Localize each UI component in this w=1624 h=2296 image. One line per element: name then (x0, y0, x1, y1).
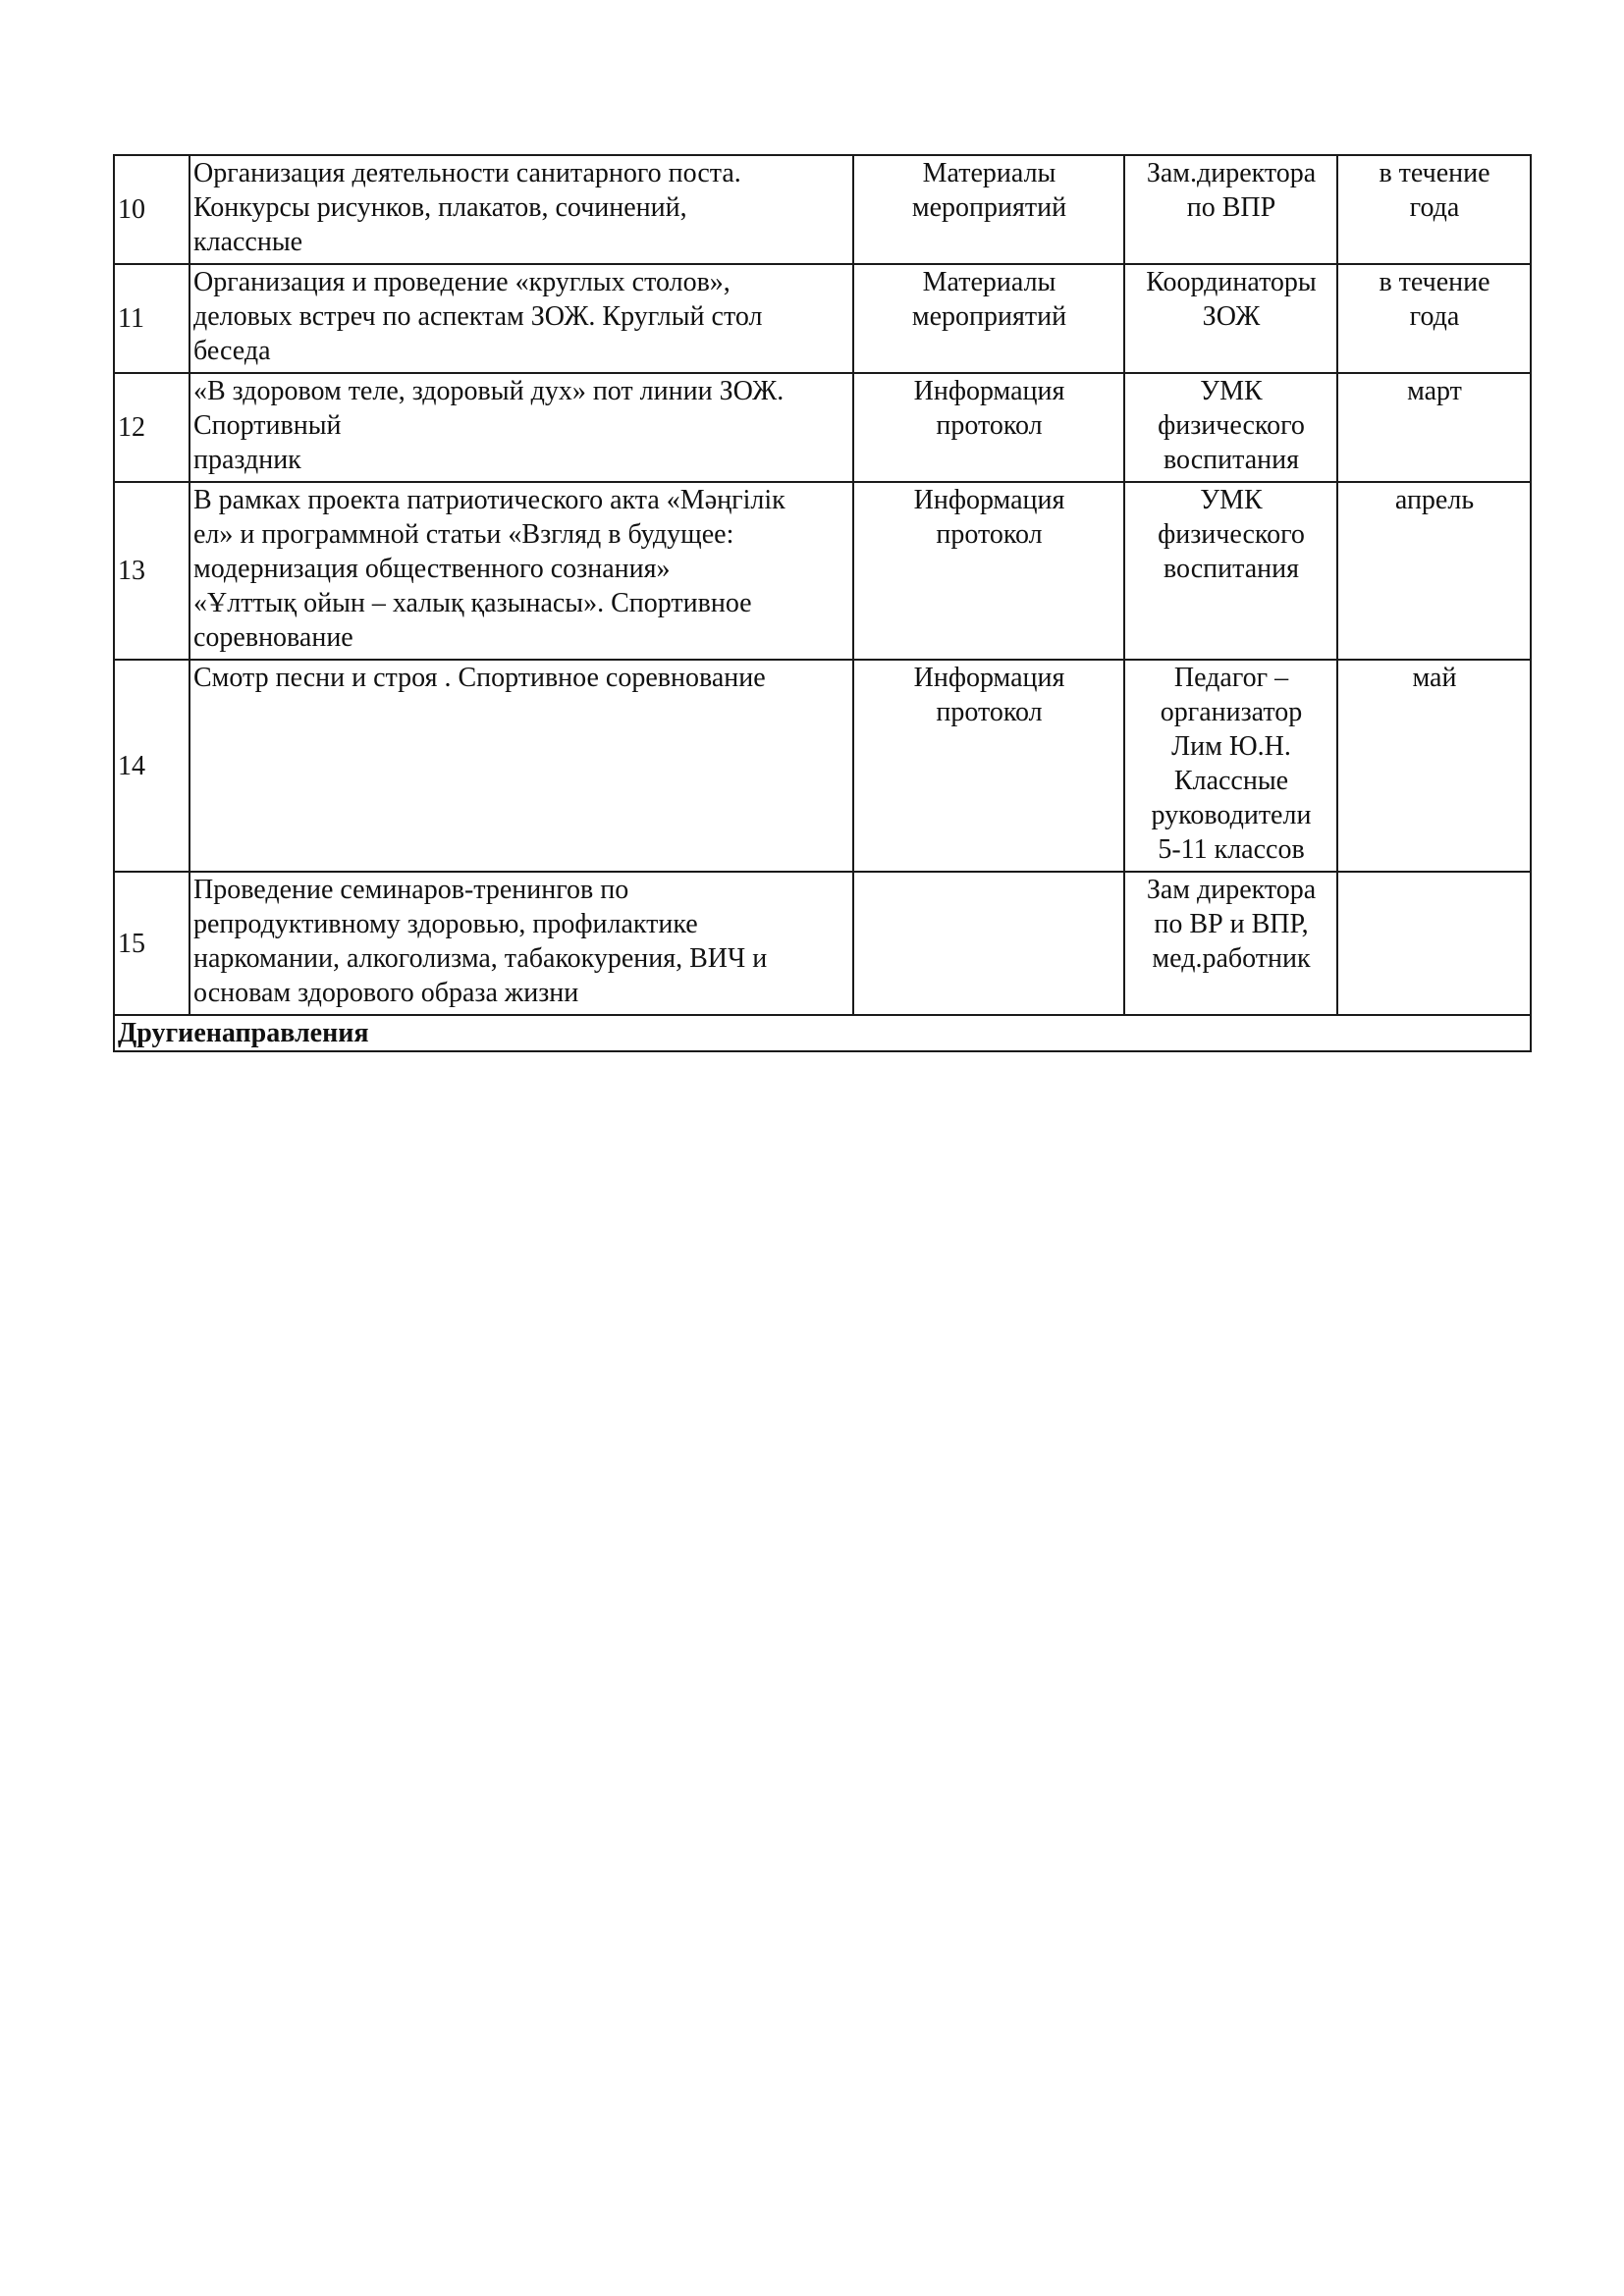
activity-cell (189, 264, 853, 373)
table-row (114, 155, 1531, 264)
activity-line: Смотр песни и строя . Спортивное соревнование (193, 663, 766, 693)
responsible-line: Зам.директора (1146, 158, 1317, 188)
activity-line: деловых встреч по аспектам ЗОЖ. Круглый стол (193, 301, 763, 332)
activity-line: ел» и программной статьи «Взгляд в будущее: (193, 519, 734, 550)
term-cell (1337, 872, 1531, 1015)
form-cell (853, 872, 1124, 1015)
activity-line: беседа (193, 336, 271, 366)
activity-cell (189, 660, 853, 872)
term-line: года (1409, 301, 1460, 332)
activity-line: репродуктивному здоровью, профилактике (193, 909, 698, 939)
responsible-cell (1124, 872, 1337, 1015)
form-line: мероприятий (911, 301, 1067, 332)
responsible-line: УМК (1200, 485, 1263, 515)
form-line: протокол (936, 519, 1043, 550)
table-row (114, 373, 1531, 482)
activity-line: «В здоровом теле, здоровый дух» пот линии ЗОЖ. (193, 376, 785, 406)
responsible-cell (1124, 660, 1337, 872)
responsible-line: Классные (1173, 766, 1289, 796)
row-number: 11 (114, 264, 189, 373)
activity-line: классные (193, 227, 303, 257)
form-cell (853, 373, 1124, 482)
responsible-cell (1124, 373, 1337, 482)
table-row (114, 264, 1531, 373)
responsible-cell (1124, 482, 1337, 660)
responsible-line: физического (1158, 410, 1305, 441)
activity-line: наркомании, алкоголизма, табакокурения, ВИЧ и (193, 943, 768, 974)
responsible-line: руководители (1151, 800, 1312, 830)
responsible-line: воспитания (1164, 554, 1299, 584)
responsible-line: УМК (1200, 376, 1263, 406)
activity-line: В рамках проекта патриотического акта «Мәңгілік (193, 485, 785, 515)
activity-line: «Ұлттық ойын – халық қазынасы». Спортивное (193, 588, 752, 618)
responsible-line: по ВР и ВПР, (1154, 909, 1309, 939)
term-cell (1337, 482, 1531, 660)
form-cell (853, 660, 1124, 872)
responsible-line: Зам директора (1146, 875, 1317, 905)
form-line: мероприятий (911, 192, 1067, 223)
row-number: 13 (114, 482, 189, 660)
activity-line: праздник (193, 445, 301, 475)
term-cell (1337, 373, 1531, 482)
activity-line: Спортивный (193, 410, 342, 441)
row-number: 10 (114, 155, 189, 264)
activity-cell (189, 155, 853, 264)
responsible-line: 5-11 классов (1158, 834, 1305, 865)
responsible-line: по ВПР (1186, 192, 1276, 223)
activity-line: Организация деятельности санитарного поста. (193, 158, 741, 188)
responsible-line: физического (1158, 519, 1305, 550)
activity-line: модернизация общественного сознания» (193, 554, 671, 584)
activity-line: Организация и проведение «круглых столов», (193, 267, 731, 297)
activity-plan-table (113, 154, 1532, 1052)
term-cell (1337, 660, 1531, 872)
section-title: Другиенаправления (114, 1015, 1531, 1051)
form-cell (853, 264, 1124, 373)
form-line: Информация (913, 485, 1065, 515)
row-number: 15 (114, 872, 189, 1015)
activity-line: Проведение семинаров-тренингов по (193, 875, 629, 905)
term-line: года (1409, 192, 1460, 223)
term-line: в течение (1379, 267, 1490, 297)
responsible-line: Педагог – (1173, 663, 1289, 693)
term-line: март (1407, 376, 1462, 406)
table-row (114, 482, 1531, 660)
row-number: 12 (114, 373, 189, 482)
form-line: протокол (936, 410, 1043, 441)
activity-cell (189, 872, 853, 1015)
activity-cell (189, 482, 853, 660)
form-line: Материалы (922, 158, 1056, 188)
responsible-line: мед.работник (1152, 943, 1311, 974)
activity-line: соревнование (193, 622, 353, 653)
responsible-cell (1124, 264, 1337, 373)
table-row (114, 872, 1531, 1015)
form-cell (853, 155, 1124, 264)
term-line: апрель (1394, 485, 1475, 515)
term-line: май (1412, 663, 1457, 693)
responsible-line: Координаторы (1146, 267, 1317, 297)
table-row (114, 660, 1531, 872)
activity-line: основам здорового образа жизни (193, 978, 579, 1008)
activity-line: Конкурсы рисунков, плакатов, сочинений, (193, 192, 687, 223)
form-line: Информация (913, 663, 1065, 693)
responsible-line: организатор (1160, 697, 1303, 727)
form-cell (853, 482, 1124, 660)
form-line: Информация (913, 376, 1065, 406)
term-line: в течение (1379, 158, 1490, 188)
responsible-line: ЗОЖ (1202, 301, 1261, 332)
term-cell (1337, 264, 1531, 373)
row-number: 14 (114, 660, 189, 872)
term-cell (1337, 155, 1531, 264)
responsible-line: Лим Ю.Н. (1171, 731, 1291, 762)
section-row (114, 1015, 1531, 1051)
activity-cell (189, 373, 853, 482)
responsible-line: воспитания (1164, 445, 1299, 475)
form-line: протокол (936, 697, 1043, 727)
form-line: Материалы (922, 267, 1056, 297)
responsible-cell (1124, 155, 1337, 264)
